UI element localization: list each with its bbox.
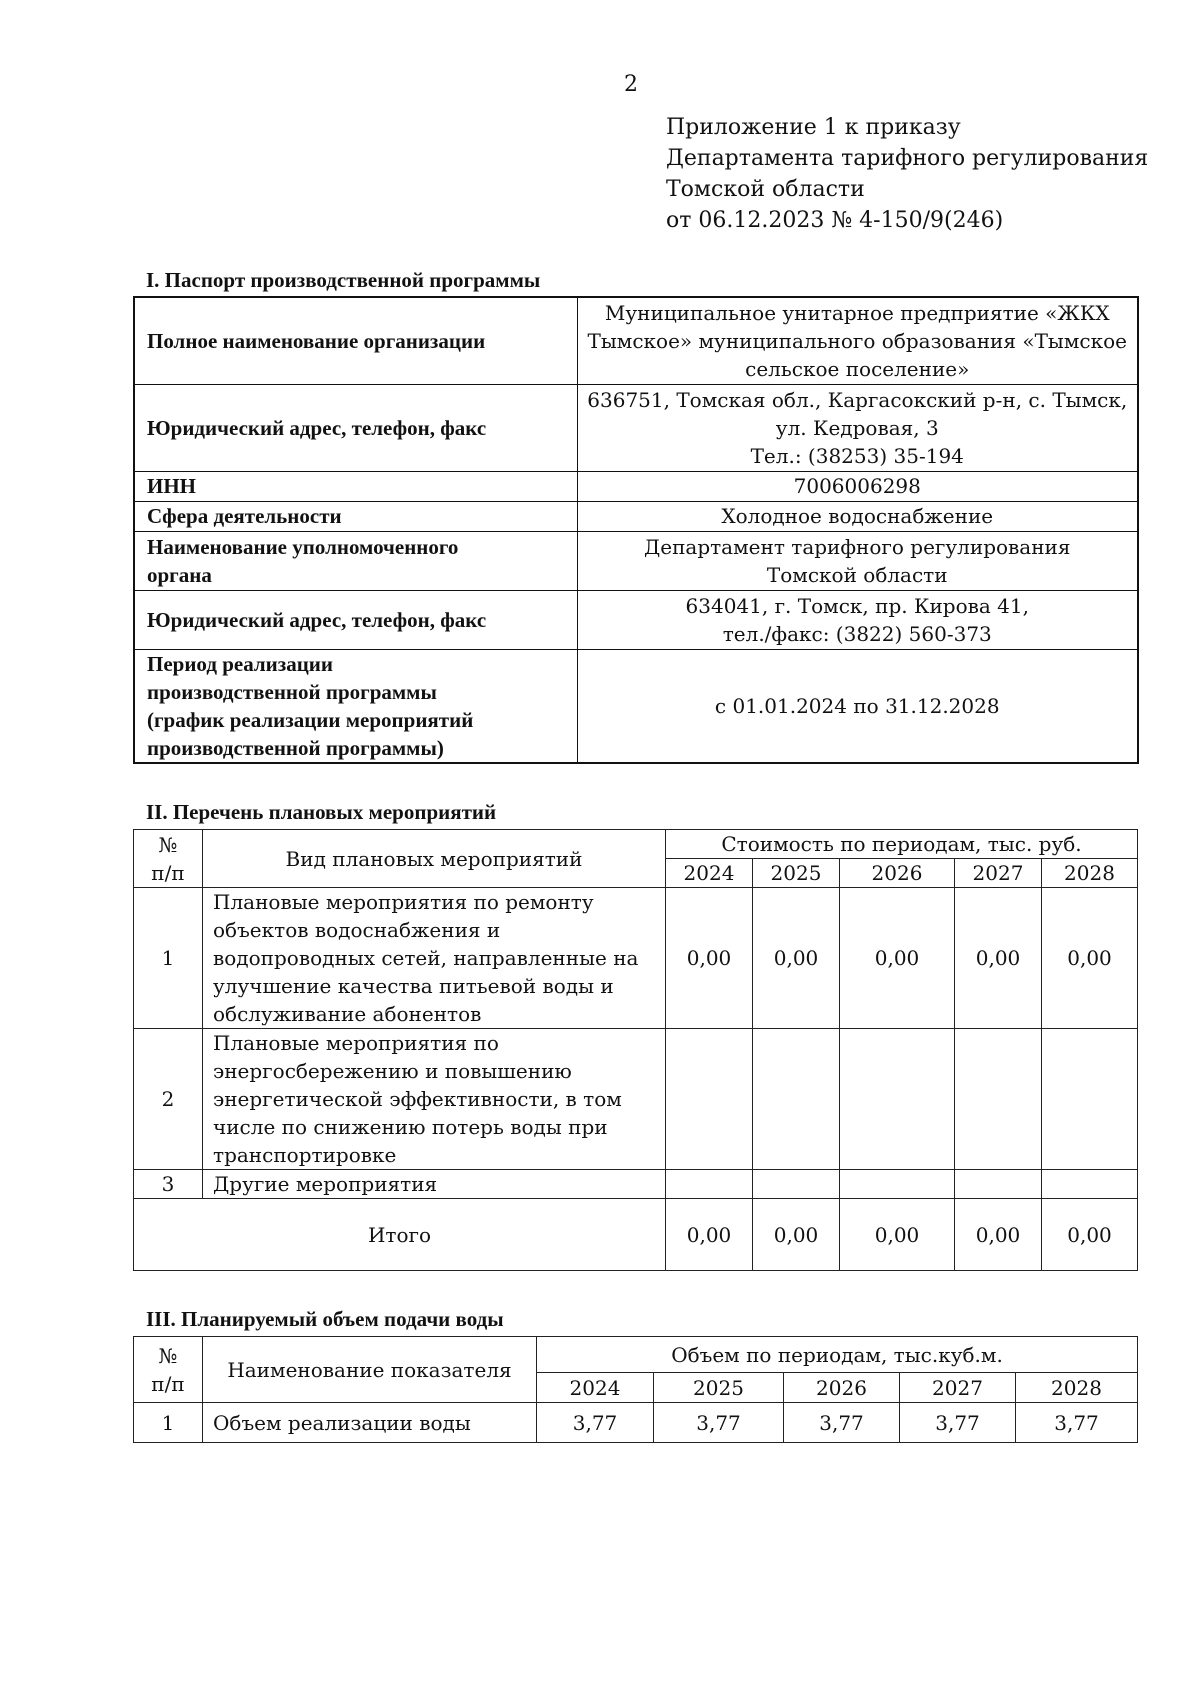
volume-table: [133, 1336, 1138, 1443]
cost-value: [1042, 1170, 1138, 1199]
volume-value: 3,77: [900, 1403, 1016, 1443]
table-row: [134, 471, 1138, 501]
volume-value: 3,77: [537, 1403, 654, 1443]
cost-value: 0,00: [753, 888, 840, 1029]
table-row: [134, 888, 1138, 1029]
table-row: [134, 384, 1138, 471]
passport-label: Наименование уполномоченного органа: [134, 531, 577, 590]
appendix-header: [666, 112, 1148, 236]
cost-value: [840, 1029, 955, 1170]
year-header: 2024: [537, 1373, 654, 1403]
passport-label: Сфера деятельности: [134, 501, 577, 531]
measure-description: Плановые мероприятия по энергосбережению и повышению энергетической эффективности, в том числе по снижению потерь воды при транспортировке: [203, 1029, 666, 1170]
num-header: № п/п: [134, 830, 203, 888]
cost-value: [955, 1170, 1042, 1199]
section3-title: III. Планируемый объем подачи воды: [146, 1307, 504, 1331]
cost-value: 0,00: [955, 888, 1042, 1029]
section2-title: II. Перечень плановых мероприятий: [146, 800, 497, 824]
passport-value: Холодное водоснабжение: [577, 501, 1138, 531]
table-row: [134, 501, 1138, 531]
total-value: 0,00: [1042, 1199, 1138, 1271]
year-header: 2028: [1042, 859, 1138, 888]
section1-title: I. Паспорт производственной программы: [146, 268, 541, 292]
cost-value: 0,00: [666, 888, 753, 1029]
measure-description: Другие мероприятия: [203, 1170, 666, 1199]
cost-header: Стоимость по периодам, тыс. руб.: [666, 830, 1138, 859]
year-header: 2027: [955, 859, 1042, 888]
cost-value: 0,00: [1042, 888, 1138, 1029]
year-header: 2025: [753, 859, 840, 888]
measure-description: Плановые мероприятия по ремонту объектов водоснабжения и водопроводных сетей, направленные на улучшение качества питьевой воды и обслуживание абонентов: [203, 888, 666, 1029]
cost-value: [1042, 1029, 1138, 1170]
year-header: 2026: [840, 859, 955, 888]
year-header: 2024: [666, 859, 753, 888]
row-number: 1: [134, 888, 203, 1029]
passport-label: Юридический адрес, телефон, факс: [134, 590, 577, 649]
passport-label: Период реализации производственной программы (график реализации мероприятий производственной программы): [134, 649, 577, 763]
passport-value: 7006006298: [577, 471, 1138, 501]
cost-value: [666, 1029, 753, 1170]
table-row: [134, 649, 1138, 763]
appendix-line: Томской области: [666, 177, 865, 202]
page-number: 2: [624, 72, 638, 97]
year-header: 2025: [654, 1373, 784, 1403]
total-value: 0,00: [753, 1199, 840, 1271]
volume-value: 3,77: [1016, 1403, 1138, 1443]
cost-value: [753, 1029, 840, 1170]
appendix-line: Приложение 1 к приказу: [666, 115, 961, 140]
year-header: 2027: [900, 1373, 1016, 1403]
appendix-line: Департамента тарифного регулирования: [666, 146, 1149, 171]
passport-label: ИНН: [134, 471, 577, 501]
passport-value: Муниципальное унитарное предприятие «ЖКХ Тымское» муниципального образования «Тымское сельское поселение»: [577, 297, 1138, 384]
volume-value: 3,77: [654, 1403, 784, 1443]
row-number: 1: [134, 1403, 203, 1443]
row-number: 2: [134, 1029, 203, 1170]
passport-value: Департамент тарифного регулирования Томской области: [577, 531, 1138, 590]
cost-value: [666, 1170, 753, 1199]
table-row: [134, 590, 1138, 649]
passport-value: 634041, г. Томск, пр. Кирова 41, тел./факс: (3822) 560-373: [577, 590, 1138, 649]
table-row: [134, 1170, 1138, 1199]
num-header: № п/п: [134, 1337, 203, 1403]
passport-value: с 01.01.2024 по 31.12.2028: [577, 649, 1138, 763]
table-header-row: [134, 830, 1138, 859]
passport-label: Юридический адрес, телефон, факс: [134, 384, 577, 471]
cost-value: [840, 1170, 955, 1199]
measures-table: [133, 829, 1138, 1271]
name-header: Наименование показателя: [203, 1337, 537, 1403]
total-value: 0,00: [666, 1199, 753, 1271]
passport-value: 636751, Томская обл., Каргасокский р-н, с. Тымск, ул. Кедровая, 3 Тел.: (38253) 35-194: [577, 384, 1138, 471]
table-row: [134, 1403, 1138, 1443]
passport-label: Полное наименование организации: [134, 297, 577, 384]
indicator-name: Объем реализации воды: [203, 1403, 537, 1443]
appendix-line: от 06.12.2023 № 4-150/9(246): [666, 208, 1004, 233]
total-value: 0,00: [955, 1199, 1042, 1271]
passport-table: [133, 296, 1139, 764]
year-header: 2026: [784, 1373, 900, 1403]
cost-value: [955, 1029, 1042, 1170]
kind-header: Вид плановых мероприятий: [203, 830, 666, 888]
total-row: [134, 1199, 1138, 1271]
volume-header: Объем по периодам, тыс.куб.м.: [537, 1337, 1138, 1373]
table-header-row: [134, 1337, 1138, 1373]
total-label: Итого: [134, 1199, 666, 1271]
cost-value: 0,00: [840, 888, 955, 1029]
table-row: [134, 531, 1138, 590]
table-row: [134, 1029, 1138, 1170]
table-row: [134, 297, 1138, 384]
volume-value: 3,77: [784, 1403, 900, 1443]
row-number: 3: [134, 1170, 203, 1199]
total-value: 0,00: [840, 1199, 955, 1271]
year-header: 2028: [1016, 1373, 1138, 1403]
cost-value: [753, 1170, 840, 1199]
